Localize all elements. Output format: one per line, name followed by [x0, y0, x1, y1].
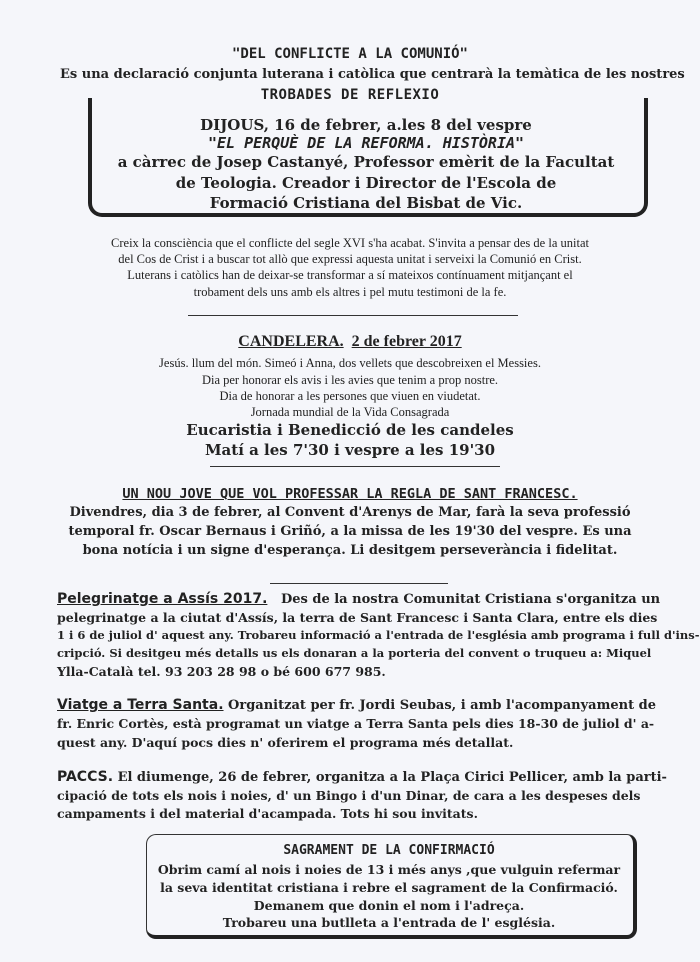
candelera-line: Jornada mundial de la Vida Consagrada: [250, 405, 450, 419]
intro-line: del Cos de Crist i a buscar tot allò que expressi aquesta unitat i serveixi la Comunió en Crist.: [118, 252, 582, 266]
intro-line: trobament dels uns amb els altres i pel mutu testimoni de la fe.: [193, 285, 507, 299]
paccs-first-line: [57, 769, 667, 785]
intro-line: Luterans i catòlics han de deixar-se transformar a sí mateixos contínuament mitjançant el: [127, 268, 573, 282]
holy-land-line: fr. Enric Cortès, està programat un viatge a Terra Santa pels dies 18-30 de juliol d' a-: [57, 716, 655, 731]
franciscan-line: bona notícia i un signe d'esperança. Li desitgem perseverància i fidelitat.: [82, 543, 618, 558]
divider: [210, 466, 500, 467]
franciscan-line: Divendres, dia 3 de febrer, al Convent d'Arenys de Mar, farà la seva professió: [69, 505, 631, 520]
confirmation-line: Demanem que donin el nom i l'adreça.: [253, 898, 525, 913]
candelera-date: 2 de febrer 2017: [351, 333, 462, 350]
confirmation-line: Trobareu una butlleta a l'entrada de l' església.: [222, 915, 556, 930]
speaker-line: de Teologia. Creador i Director de l'Escola de: [175, 174, 557, 192]
section-heading: TROBADES DE REFLEXIO: [260, 87, 440, 103]
paccs-line: cipació de tots els nois i noies, d' un Bingo i d'un Dinar, de cara a les despeses dels: [57, 788, 641, 803]
holy-land-line: Organitzat per fr. Jordi Seubas, i amb l'acompanyament de: [228, 698, 656, 713]
confirmation-heading: SAGRAMENT DE LA CONFIRMACIÓ: [283, 843, 495, 858]
holy-land-first-line: [57, 697, 656, 713]
candelera-line: Jesús. llum del món. Simeó i Anna, dos vellets que descobreixen el Messies.: [159, 356, 541, 370]
pilgrimage-heading: Pelegrinatge a Assís 2017.: [57, 591, 268, 607]
divider: [270, 583, 448, 584]
candelera-heading: [0, 333, 700, 351]
pilgrimage-line: pelegrinatge a la ciutat d'Assís, la terra de Sant Francesc i Santa Clara, entre els dies: [57, 610, 658, 625]
holy-land-line: quest any. D'aquí pocs dies n' oferirem el programa més detallat.: [57, 735, 514, 750]
divider: [188, 315, 518, 316]
paccs-line: El diumenge, 26 de febrer, organitza a la Plaça Cirici Pellicer, amb la parti-: [117, 770, 667, 785]
speaker-line: Formació Cristiana del Bisbat de Vic.: [209, 194, 523, 212]
paccs-heading: PACCS.: [57, 769, 114, 785]
pilgrimage-line: 1 i 6 de juliol d' aquest any. Trobareu informació a l'entrada de l'església amb programa i full d'ins-: [57, 628, 700, 642]
confirmation-line: Obrim camí al nois i noies de 13 i més anys ,que vulguin refermar: [157, 862, 621, 877]
franciscan-line: temporal fr. Oscar Bernaus i Griñó, a la missa de les 19'30 del vespre. Es una: [68, 524, 632, 539]
candelera-line: Dia de honorar a les persones que viuen en viudetat.: [219, 389, 481, 403]
holy-land-heading: Viatge a Terra Santa.: [57, 697, 224, 713]
eucharist-line: Eucaristia i Benedicció de les candeles: [186, 421, 514, 439]
pilgrimage-first-line: [57, 591, 660, 607]
intro-line: Creix la consciència que el conflicte del segle XVI s'ha acabat. S'invita a pensar des de la unitat: [111, 236, 589, 250]
speaker-line: a càrrec de Josep Castanyé, Professor emèrit de la Facultat: [117, 153, 615, 171]
candelera-title: CANDELERA.: [238, 333, 344, 350]
pilgrimage-line: Ylla-Català tel. 93 203 28 98 o bé 600 677 985.: [57, 664, 386, 679]
confirmation-line: la seva identitat cristiana i rebre el sagrament de la Confirmació.: [160, 880, 618, 895]
talk-title: "EL PERQUÈ DE LA REFORMA. HISTÒRIA": [207, 134, 525, 152]
page-title: "DEL CONFLICTE A LA COMUNIÓ": [231, 46, 468, 62]
talk-date: DIJOUS, 16 de febrer, a.les 8 del vespre: [200, 116, 532, 134]
paccs-line: campaments i del material d'acampada. Tots hi sou invitats.: [57, 806, 478, 821]
pilgrimage-line: Des de la nostra Comunitat Cristiana s'organitza un: [280, 592, 661, 607]
candelera-line: Dia per honorar els avis i les avies que tenim a prop nostre.: [201, 373, 499, 387]
pilgrimage-line: cripció. Si desitgeu més detalls us els donaran a la porteria del convent o truqueu a: Miquel: [57, 646, 652, 660]
franciscan-heading: UN NOU JOVE QUE VOL PROFESSAR LA REGLA DE SANT FRANCESC.: [122, 486, 578, 502]
page-subtitle: Es una declaració conjunta luterana i catòlica que centrarà la temàtica de les nostres: [60, 67, 685, 82]
mass-times: Matí a les 7'30 i vespre a les 19'30: [204, 441, 496, 459]
